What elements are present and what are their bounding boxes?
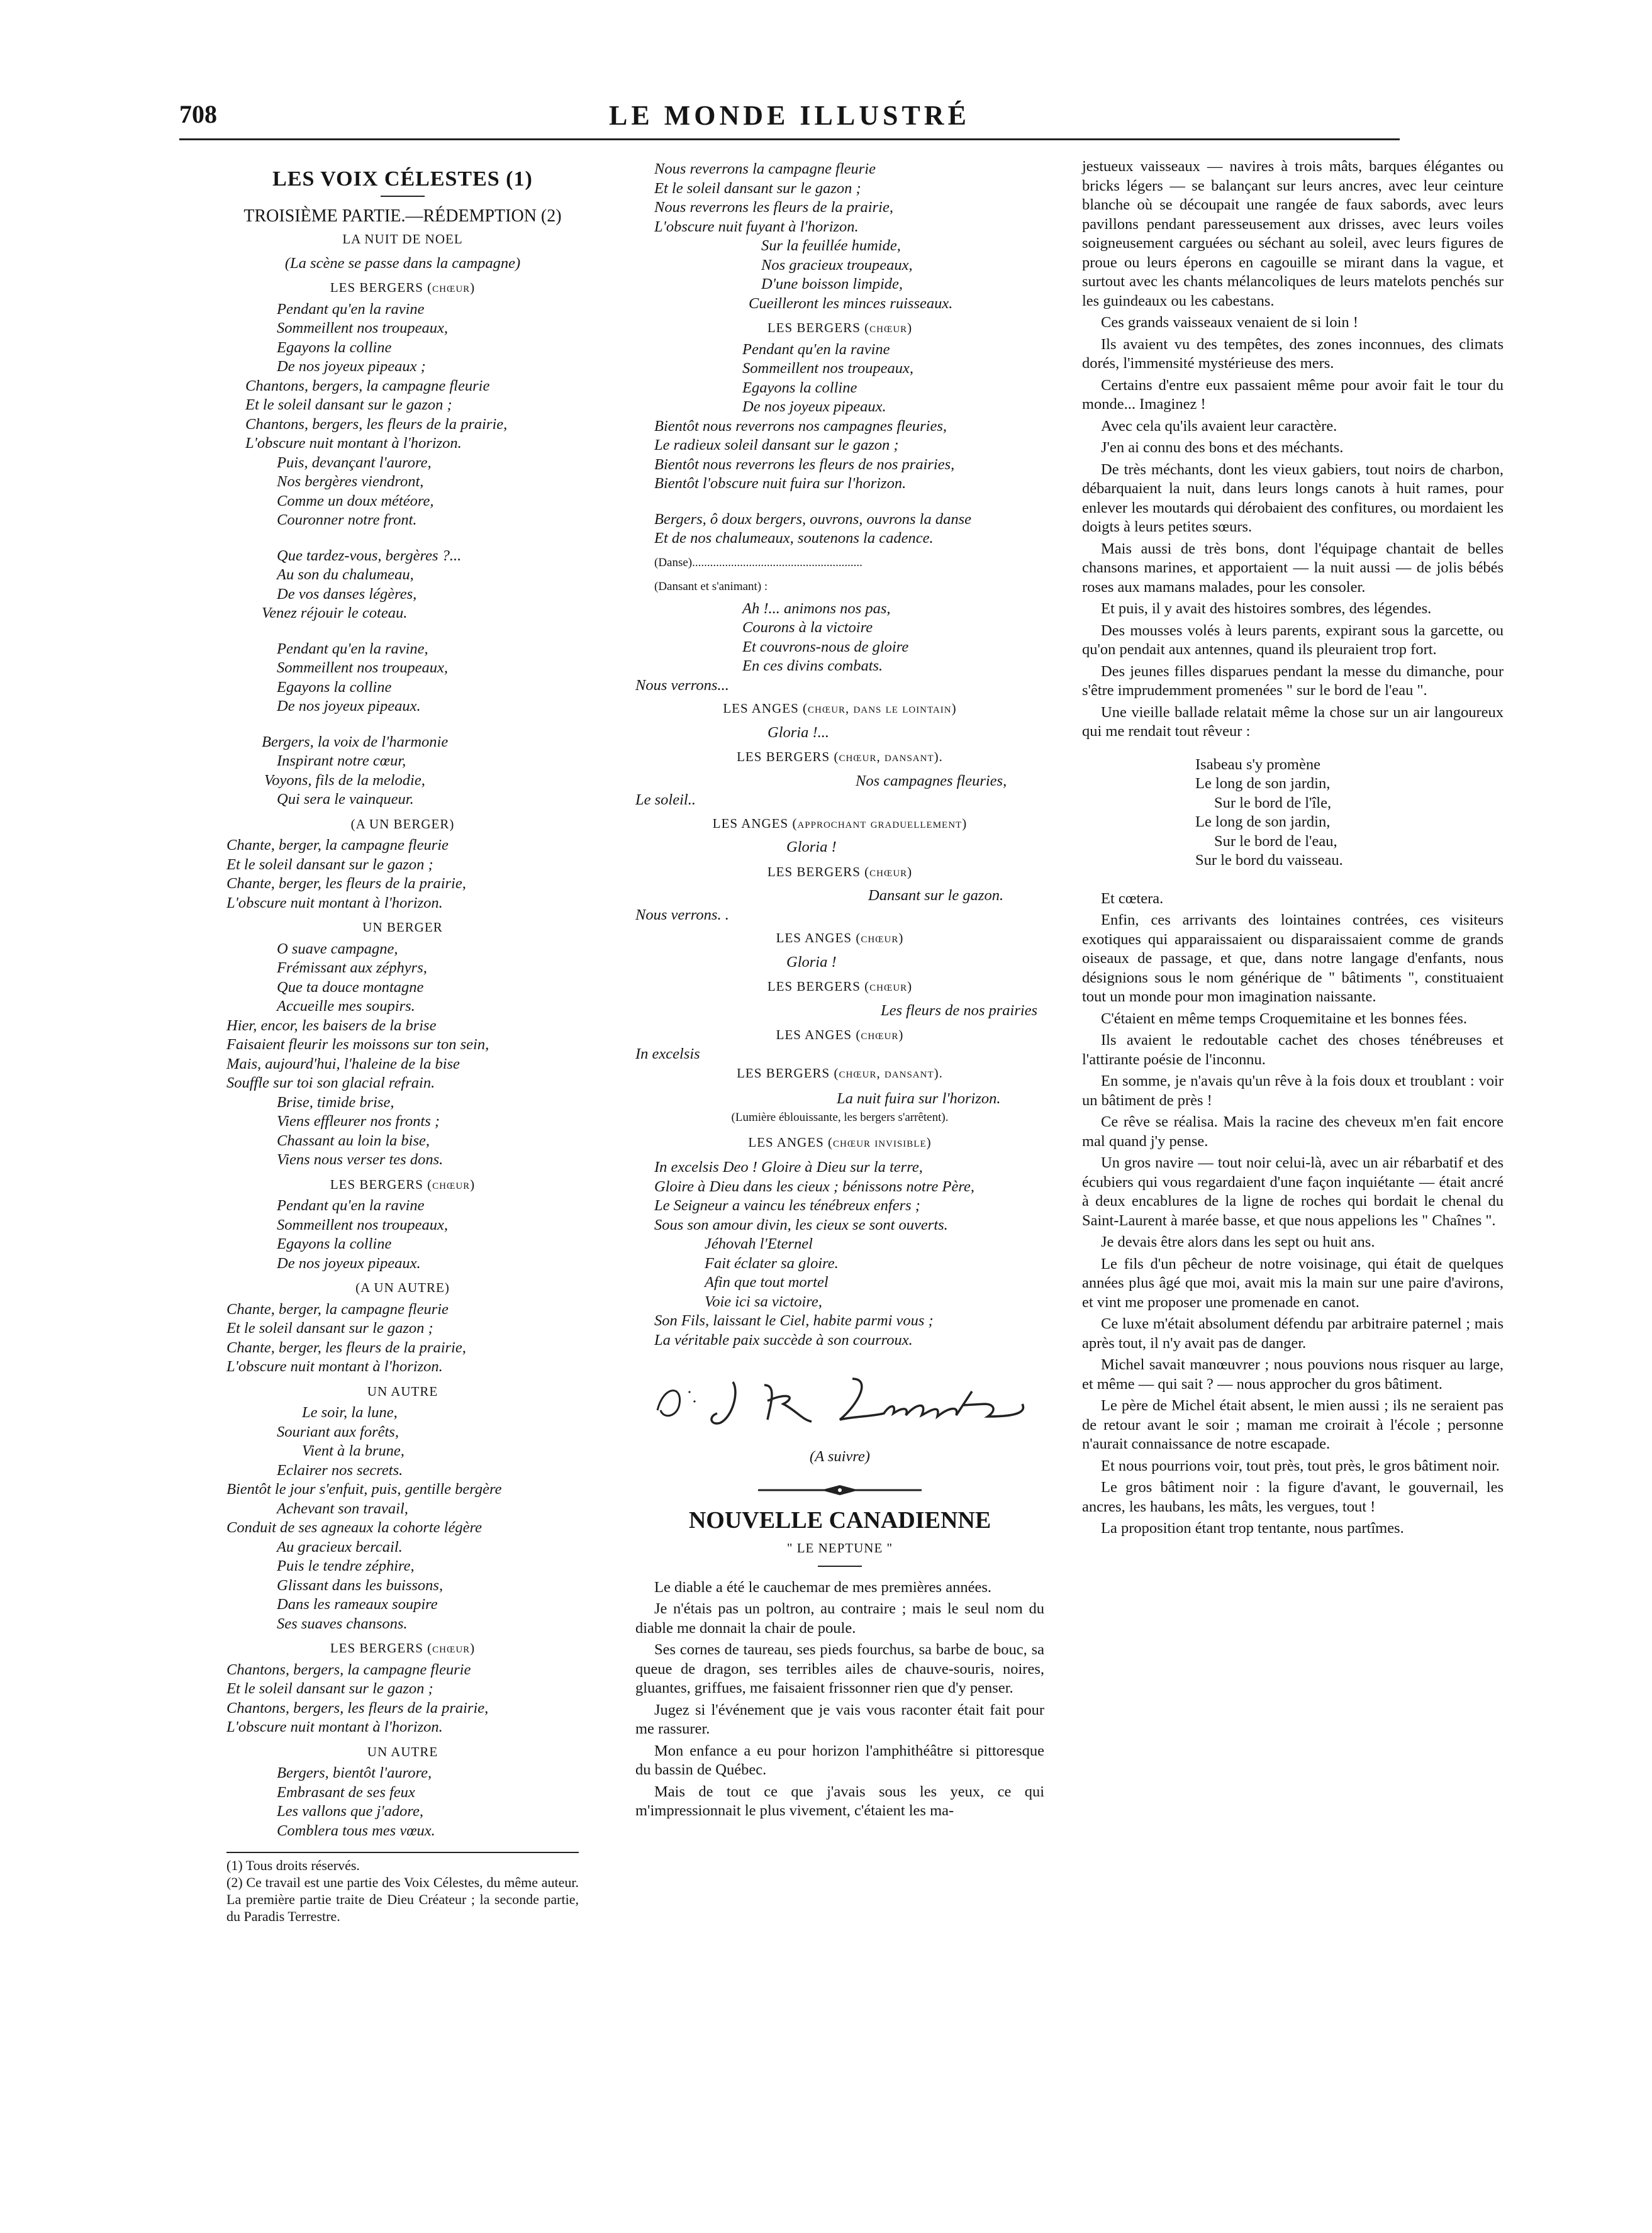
paragraph: Le diable a été le cauchemar de mes premières années. (654, 1578, 991, 1596)
paragraph: Ses cornes de taureau, ses pieds fourchus, sa barbe de bouc, sa queue de dragon, ses terribles ailes de chauve-souris, noires, gluantes, griffues, me faisaient frissonner rien que d'y penser. (635, 1641, 1044, 1696)
verse-line: De vos danses légères, (277, 585, 417, 603)
paragraph: J'en ai connu des bons et des méchants. (1101, 439, 1344, 456)
verse-line: Afin que tout mortel (705, 1274, 829, 1291)
paragraph: Et cœtera. (1101, 889, 1164, 907)
stage-direction: (Lumière éblouissante, les bergers s'arrêtent). (731, 1111, 949, 1124)
footnote: (1) Tous droits réservés. (226, 1857, 360, 1873)
verse-line: Le radieux soleil dansant sur le gazon ; (654, 437, 899, 454)
stanza (226, 940, 579, 1170)
verse-line: Nos gracieux troupeaux, (761, 256, 913, 274)
verse-line: Accueille mes soupirs. (277, 998, 415, 1015)
part-title: TROISIÈME PARTIE.—RÉDEMPTION (2) (243, 206, 562, 226)
verse-line: Nous reverrons les fleurs de la prairie, (654, 199, 893, 216)
verse-line: Qui sera le vainqueur. (277, 791, 414, 808)
verse-line: Vient à la brune, (302, 1442, 405, 1459)
verse-line: L'obscure nuit montant à l'horizon. (226, 894, 443, 911)
verse-line: Souriant aux forêts, (277, 1423, 399, 1440)
paragraph: Ces grands vaisseaux venaient de si loin ! (1101, 314, 1358, 331)
verse-line: Jéhovah l'Eternel (705, 1235, 813, 1252)
verse-line: In excelsis Deo ! Gloire à Dieu sur la terre, (654, 1159, 923, 1176)
paragraph: Avec cela qu'ils avaient leur caractère. (1101, 417, 1337, 435)
paragraph: Ce rêve se réalisa. Mais la racine des cheveux m'en fait encore mal quand j'y pense. (1082, 1113, 1504, 1150)
verse-line: De nos joyeux pipeaux. (277, 698, 421, 715)
verse-line: Ses suaves chansons. (277, 1615, 408, 1632)
stanza (226, 1300, 579, 1377)
verse-line: Nos campagnes fleuries, (856, 772, 1007, 789)
verse-line: Puis, devançant l'aurore, (277, 454, 432, 471)
stage-direction: (Dansant et s'animant) : (654, 580, 768, 593)
speaker-heading: LES BERGERS (chœur) (767, 979, 913, 994)
verse-line: Bergers, ô doux bergers, ouvrons, ouvrons la danse (654, 510, 972, 528)
verse-line: Frémissant aux zéphyrs, (277, 959, 427, 976)
verse-line: Le Seigneur a vaincu les ténébreux enfers ; (654, 1197, 920, 1214)
verse-line: Au gracieux bercail. (277, 1538, 403, 1556)
verse-line: Nous verrons. . (635, 906, 729, 923)
verse-line: La véritable paix succède à son courroux. (654, 1331, 913, 1349)
paragraph: Et puis, il y avait des histoires sombres, des légendes. (1101, 600, 1432, 617)
section-ornament (635, 1483, 1044, 1502)
page-number: 708 (179, 100, 217, 128)
verse-line: L'obscure nuit montant à l'horizon. (226, 1358, 443, 1375)
verse-line: Que ta douce montagne (277, 978, 424, 996)
verse-line: Au son du chalumeau, (277, 566, 414, 583)
verse-line: Sur le bord de l'eau, (1214, 832, 1337, 850)
paragraph: Certains d'entre eux passaient même pour avoir fait le tour du monde... Imaginez ! (1082, 376, 1504, 413)
speaker-heading: UN AUTRE (367, 1383, 438, 1399)
verse-line: Bergers, la voix de l'harmonie (262, 733, 449, 750)
story-body (635, 1578, 1044, 1821)
to-be-continued: (A suivre) (810, 1447, 870, 1465)
verse-line: Sommeillent nos troupeaux, (277, 1216, 448, 1233)
verse-line: Isabeau s'y promène (1195, 755, 1320, 773)
verse-line: En ces divins combats. (742, 657, 883, 674)
scene-title: LA NUIT DE NOEL (342, 231, 463, 247)
verse-line: Sur la feuillée humide, (761, 237, 901, 254)
paragraph: En somme, je n'avais qu'un rêve à la fois doux et troublant : voir un bâtiment de près ! (1082, 1072, 1504, 1109)
speaker-heading: LES ANGES (chœur, dans le lointain) (723, 701, 957, 716)
paragraph: Jugez si l'événement que je vais vous raconter était fait pour me rassurer. (635, 1701, 1044, 1737)
verse-line: Chassant au loin la bise, (277, 1132, 430, 1149)
stanza (635, 160, 1044, 313)
verse-line: Et le soleil dansant sur le gazon ; (226, 1320, 433, 1337)
verse-line: Chantons, bergers, les fleurs de la prairie, (226, 1699, 489, 1717)
verse-line: L'obscure nuit montant à l'horizon. (245, 435, 462, 452)
paragraph: De très méchants, dont les vieux gabiers, tout noirs de charbon, débarquaient la nuit, dans leurs longs canots à huit rames, pour enlever les moutards qui dérobaient des confitures, ou mordaient les doigts à leurs petites sœurs. (1082, 460, 1504, 535)
verse-line: In excelsis (635, 1045, 700, 1062)
verse-line: Sommeillent nos troupeaux, (277, 659, 448, 676)
verse-line: Egayons la colline (742, 379, 857, 396)
stanza (635, 340, 1044, 494)
column-1 (226, 157, 579, 1925)
paragraph: Je n'étais pas un poltron, au contraire ; mais le seul nom du diable me donnait la chair de poule. (635, 1600, 1044, 1637)
header-rule (179, 138, 1400, 140)
verse-line: Et le soleil dansant sur le gazon ; (226, 855, 433, 873)
verse-line: O suave campagne, (277, 940, 398, 957)
verse-line: Chante, berger, les fleurs de la prairie, (226, 875, 466, 892)
verse-line: Glissant dans les buissons, (277, 1576, 444, 1594)
story-subtitle: " LE NEPTUNE " (786, 1540, 893, 1556)
verse-line: La nuit fuira sur l'horizon. (837, 1089, 1001, 1107)
stanza (226, 836, 579, 913)
verse-line: Le soir, la lune, (302, 1404, 398, 1421)
verse-line: Venez réjouir le coteau. (262, 604, 408, 621)
verse-line: De nos joyeux pipeaux. (742, 398, 886, 415)
paragraph: Michel savait manœuvrer ; nous pouvions nous risquer au large, et même — qui sait ? — nous approcher du gros bâtiment. (1082, 1356, 1504, 1393)
verse-line: Les vallons que j'adore, (277, 1803, 423, 1820)
verse-line: D'une boisson limpide, (761, 276, 903, 292)
paragraph: Des mousses volés à leurs parents, expirant sous la garcette, ou qu'on pendait aux antennes, quand ils pleuraient trop fort. (1082, 621, 1504, 658)
verse-line: Bientôt le jour s'enfuit, puis, gentille bergère (226, 1481, 502, 1498)
verse-line: Bientôt nous reverrons les fleurs de nos prairies, (654, 455, 955, 473)
verse-line: Chantons, bergers, les fleurs de la prairie, (245, 415, 508, 433)
verse-line: Sur le bord du vaisseau. (1195, 852, 1343, 869)
speaker-heading: LES BERGERS (chœur) (330, 1640, 476, 1656)
title-rule (818, 1566, 862, 1567)
speaker-heading: (A UN AUTRE) (355, 1280, 450, 1295)
verse-line: Mais, aujourd'hui, l'haleine de la bise (226, 1055, 460, 1072)
verse-line: Viens effleurer nos fronts ; (277, 1113, 440, 1130)
poem-title: LES VOIX CÉLESTES (1) (272, 167, 533, 191)
verse-line: Gloria ! (786, 953, 837, 971)
verse-line: Egayons la colline (277, 338, 392, 356)
verse-line: Le long de son jardin, (1195, 813, 1331, 830)
paragraph: Mon enfance a eu pour horizon l'amphithéâtre si pittoresque du bassin de Québec. (635, 1742, 1044, 1778)
verse-line: Bientôt l'obscure nuit fuira sur l'horizon. (654, 475, 907, 492)
verse-line: Embrasant de ses feux (277, 1783, 415, 1801)
speaker-heading: LES ANGES (chœur) (776, 930, 904, 945)
footnote: (2) Ce travail est une partie des Voix Célestes, du même auteur. La première partie traite de Dieu Créateur ; la seconde partie, du Paradis Terrestre. (226, 1874, 579, 1924)
paragraph: La proposition étant trop tentante, nous partîmes. (1101, 1520, 1404, 1537)
verse-line: Pendant qu'en la ravine (277, 1197, 425, 1214)
paragraph: Je devais être alors dans les sept ou huit ans. (1101, 1233, 1375, 1250)
verse-line: Chantons, bergers, la campagne fleurie (226, 1661, 471, 1678)
story-body-continued (1082, 889, 1504, 1539)
verse-line: Pendant qu'en la ravine (277, 300, 425, 318)
verse-line: Comblera tous mes vœux. (277, 1822, 435, 1839)
verse-line: Que tardez-vous, bergères ?... (277, 547, 462, 564)
title-rule (381, 196, 425, 197)
verse-line: Fait éclater sa gloire. (705, 1254, 839, 1272)
speaker-heading: UN AUTRE (367, 1744, 438, 1759)
verse-line: Bergers, bientôt l'aurore, (277, 1764, 432, 1781)
story-body-continued (1082, 157, 1504, 742)
ballad-verse (1082, 755, 1504, 871)
speaker-heading: LES BERGERS (chœur, dansant). (737, 749, 943, 764)
stanza (226, 1661, 579, 1737)
paragraph: Le fils d'un pêcheur de notre voisinage, qui était de quelques années plus âgé que moi, avait mis la main sur une paire d'avirons, et vint me proposer une promenade en canot. (1082, 1255, 1504, 1311)
verse-line: Sommeillent nos troupeaux, (742, 360, 913, 377)
paragraph: Mais de tout ce que j'avais sous les yeux, ce qui m'impressionnait le plus vivement, c'étaient les ma- (635, 1783, 1044, 1819)
paragraph: Et nous pourrions voir, tout près, tout près, le gros bâtiment noir. (1101, 1457, 1500, 1474)
verse-line: Chante, berger, la campagne fleurie (226, 1300, 449, 1318)
paragraph: Une vieille ballade relatait même la chose sur un air langoureux qui me rendait tout rêveur : (1082, 703, 1504, 740)
journal-title: LE MONDE ILLUSTRÉ (609, 100, 970, 131)
verse-line: Gloire à Dieu dans les cieux ; bénissons notre Père, (654, 1178, 974, 1195)
verse-line: L'obscure nuit fuyant à l'horizon. (654, 218, 859, 235)
paragraph: Le gros bâtiment noir : la figure d'avant, le gouvernail, les ancres, les haubans, les mâts, les vergues, tout ! (1082, 1479, 1504, 1515)
speaker-heading: LES BERGERS (chœur) (330, 1176, 476, 1192)
verse-line: Sur le bord de l'île, (1214, 794, 1332, 811)
verse-line: Inspirant notre cœur, (277, 752, 406, 769)
column-3 (1082, 157, 1504, 1541)
verse-line: Et de nos chalumeaux, soutenons la cadence. (654, 530, 934, 547)
verse-line: L'obscure nuit montant à l'horizon. (226, 1718, 443, 1735)
speaker-heading: LES ANGES (approchant graduellement) (712, 815, 968, 831)
verse-line: De nos joyeux pipeaux. (277, 1254, 421, 1272)
verse-line: Viens nous verser tes dons. (277, 1151, 444, 1168)
verse-line: Gloria !... (767, 723, 829, 741)
verse-line: Conduit de ses agneaux la cohorte légère (226, 1519, 482, 1536)
verse-line: Faisaient fleurir les moissons sur ton sein, (226, 1036, 489, 1053)
verse-line: Achevant son travail, (277, 1500, 408, 1517)
ornament-divider-icon (758, 1484, 922, 1496)
paragraph: Des jeunes filles disparues pendant la messe du dimanche, pour s'être imprudemment promenées " sur le bord de l'eau ". (1082, 662, 1504, 699)
stanza (226, 640, 579, 716)
verse-line: Bientôt nous reverrons nos campagnes fleuries, (654, 417, 947, 435)
paragraph: Un gros navire — tout noir celui-là, avec un air rébarbatif et des écubiers qui vous regardaient d'une façon inquiétante — était ancré à deux encablures de la ligne de roches qui bordait le chenal du Saint-Laurent à marée basse, et que nous appelions les " Chaînes ". (1082, 1154, 1504, 1229)
paragraph: Mais aussi de très bons, dont l'équipage chantait de belles chansons marines, et apportaient — la nuit aussi — de jolis bébés roses aux mamans malades, pour les consoler. (1082, 540, 1504, 596)
verse-line: Sous son amour divin, les cieux se sont ouverts. (654, 1216, 948, 1233)
speaker-heading: LES ANGES (chœur) (776, 1027, 904, 1042)
verse-line: Comme un doux météore, (277, 492, 434, 510)
signature-image (645, 1366, 1035, 1435)
verse-line: Les fleurs de nos prairies (881, 1001, 1038, 1019)
verse-line: Nous verrons... (635, 676, 729, 694)
scene-note: (La scène se passe dans la campagne) (284, 254, 521, 272)
verse-line: Pendant qu'en la ravine (742, 340, 890, 358)
verse-line: Courons à la victoire (742, 619, 873, 636)
verse-line: Couronner notre front. (277, 511, 417, 528)
speaker-heading: LES BERGERS (chœur, dansant). (737, 1066, 943, 1081)
verse-line: Voie ici sa victoire, (705, 1293, 822, 1310)
verse-line: Hier, encor, les baisers de la brise (226, 1016, 437, 1034)
stanza (635, 599, 1044, 696)
verse-line: Dansant sur le gazon. (868, 887, 1004, 904)
verse-line: Brise, timide brise, (277, 1093, 394, 1111)
verse-line: Egayons la colline (277, 678, 392, 696)
stanza (635, 510, 1044, 549)
stanza (226, 1764, 579, 1840)
verse-line: Pendant qu'en la ravine, (277, 640, 428, 657)
verse-line: Voyons, fils de la melodie, (264, 771, 425, 789)
speaker-heading: LES ANGES (chœur invisible) (748, 1134, 932, 1150)
verse-line: Chante, berger, la campagne fleurie (226, 837, 449, 854)
verse-line: Dans les rameaux soupire (277, 1596, 438, 1613)
verse-line: Le long de son jardin, (1195, 775, 1331, 792)
verse-line: Et couvrons-nous de gloire (742, 638, 909, 655)
stanza (226, 733, 579, 810)
paragraph: Enfin, ces arrivants des lointaines contrées, ces visiteurs exotiques qui apparaissaient ou disparaissaient comme de grands oiseaux de passage, et que, dans notre langage d'enfants, nous désignions sous le nom générique de " bâtiments ", constituaient tout un monde pour mon imagination naissante. (1082, 911, 1504, 1005)
stanza (226, 1403, 579, 1634)
verse-line: Et le soleil dansant sur le gazon ; (226, 1680, 433, 1697)
verse-line: De nos joyeux pipeaux ; (277, 358, 426, 375)
verse-line: Ah !... animons nos pas, (742, 599, 891, 617)
stanza (226, 547, 579, 623)
verse-line: Et le soleil dansant sur le gazon ; (654, 179, 861, 197)
speaker-heading: (A UN BERGER) (350, 816, 455, 832)
verse-line: Egayons la colline (277, 1235, 392, 1252)
stage-direction: (Danse)......................................................... (654, 555, 862, 569)
column-2 (635, 157, 1044, 1824)
stanza (635, 1158, 1044, 1350)
speaker-heading: LES BERGERS (chœur) (330, 280, 476, 295)
paragraph: jestueux vaisseaux — navires à trois mâts, barques élégantes ou bricks légers — se balançant sur leurs ancres, avec leur ceinture blanche où se découpait une rangée de faux sabords, avec leurs pavillons pendant paresseusement aux drisses, avec leurs voiles soigneusement carguées ou séchant au soleil, avec leurs figures de proue ou leurs éperons en cagouille se mirant dans la vague, et surtout avec les chants mélancoliques de leurs matelots penchés sur les guindeaux ou les cabestans. (1082, 158, 1504, 309)
verse-line: Et le soleil dansant sur le gazon ; (245, 396, 452, 413)
verse-line: Puis le tendre zéphire, (277, 1557, 415, 1574)
verse-line: Gloria ! (786, 838, 837, 855)
verse-line: Chante, berger, les fleurs de la prairie, (226, 1339, 466, 1356)
speaker-heading: LES BERGERS (chœur) (767, 864, 913, 879)
paragraph: Ce luxe m'était absolument défendu par arbitraire paternel ; mais après tout, il n'y avait pas de danger. (1082, 1315, 1504, 1352)
paragraph: C'étaient en même temps Croquemitaine et les bonnes fées. (1101, 1010, 1468, 1027)
verse-line: Son Fils, laissant le Ciel, habite parmi vous ; (654, 1312, 934, 1329)
verse-line: Nous reverrons la campagne fleurie (654, 160, 876, 177)
story-title: NOUVELLE CANADIENNE (688, 1506, 991, 1534)
verse-line: Le soleil.. (635, 791, 696, 808)
stanza (226, 1196, 579, 1273)
paragraph: Le père de Michel était absent, le mien aussi ; ils ne seraient pas de retour avant le soir ; maman me croirait à l'école ; personne n'aurait connaissance de notre escapade. (1082, 1397, 1504, 1452)
paragraph: Ils avaient vu des tempêtes, des zones inconnues, des climats dorés, l'immensité mystérieuse des mers. (1082, 335, 1504, 372)
paragraph: Ils avaient le redoutable cachet des choses ténébreuses et l'attirante poésie de l'inconnu. (1082, 1032, 1504, 1068)
page-header (179, 99, 1400, 138)
speaker-heading: LES BERGERS (chœur) (767, 320, 913, 335)
stanza (226, 300, 579, 530)
verse-line: Eclairer nos secrets. (277, 1461, 403, 1479)
verse-line: Souffle sur toi son glacial refrain. (226, 1074, 435, 1091)
verse-line: Sommeillent nos troupeaux, (277, 320, 448, 337)
verse-line: Cueilleront les minces ruisseaux. (749, 294, 953, 312)
author-signature (635, 1366, 1044, 1441)
verse-line: Nos bergères viendront, (277, 473, 424, 490)
footnotes (226, 1852, 579, 1925)
speaker-heading: UN BERGER (362, 920, 443, 935)
verse-line: Chantons, bergers, la campagne fleurie (245, 377, 490, 394)
